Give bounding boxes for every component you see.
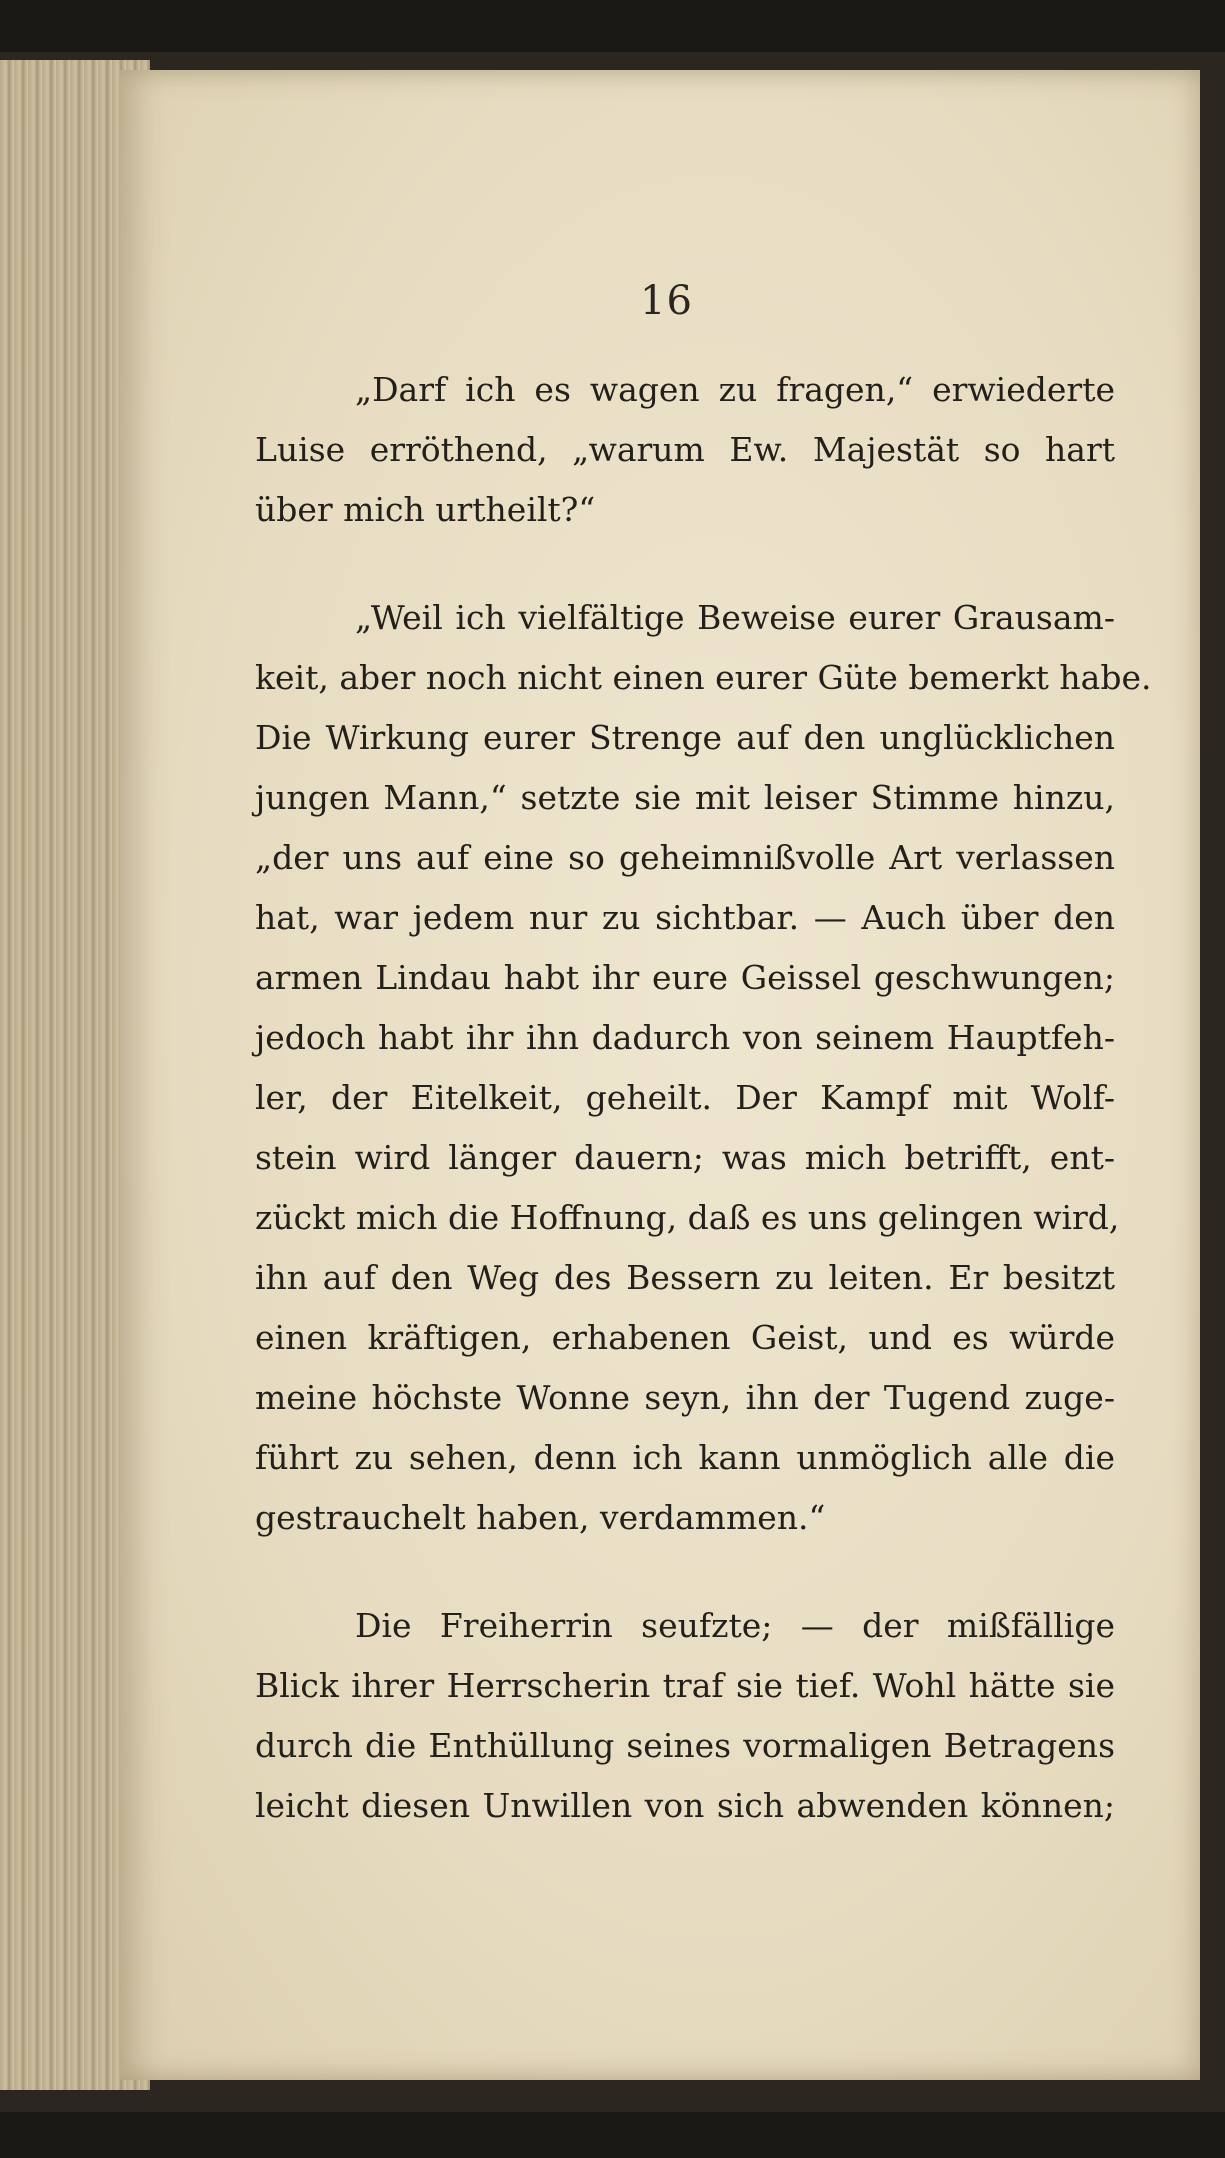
- text-line: „Darf ich es wagen zu fragen,“ erwiederte: [355, 370, 1115, 409]
- text-line: „der uns auf eine so geheimnißvolle Art verlassen: [255, 838, 1115, 877]
- text-line: jedoch habt ihr ihn dadurch von seinem Hauptfeh-: [255, 1018, 1115, 1057]
- text-line: „Weil ich vielfältige Beweise eurer Grausam-: [355, 598, 1115, 637]
- paragraph-gap: [255, 540, 1115, 588]
- text-line: Blick ihrer Herrscherin traf sie tief. Wohl hätte sie: [255, 1666, 1115, 1705]
- text-line: ler, der Eitelkeit, geheilt. Der Kampf mit Wolf-: [255, 1078, 1115, 1117]
- text-line: über mich urtheilt?“: [255, 490, 596, 529]
- text-line: keit, aber noch nicht einen eurer Güte bemerkt habe.: [255, 658, 1152, 697]
- page-number: 16: [640, 278, 693, 324]
- text-line: Die Freiherrin seufzte; — der mißfällige: [355, 1606, 1115, 1645]
- text-line: Luise erröthend, „warum Ew. Majestät so hart: [255, 430, 1115, 469]
- text-line: armen Lindau habt ihr eure Geissel geschwungen;: [255, 958, 1115, 997]
- text-line: führt zu sehen, denn ich kann unmöglich alle die: [255, 1438, 1115, 1477]
- text-line: zückt mich die Hoffnung, daß es uns gelingen wird,: [255, 1198, 1120, 1237]
- body-text: [255, 360, 1152, 1836]
- paragraph-gap: [255, 1548, 1115, 1596]
- text-line: einen kräftigen, erhabenen Geist, und es würde: [255, 1318, 1115, 1357]
- text-line: meine höchste Wonne seyn, ihn der Tugend zuge-: [255, 1378, 1115, 1417]
- text-line: durch die Enthüllung seines vormaligen Betragens: [255, 1726, 1115, 1765]
- text-line: gestrauchelt haben, verdammen.“: [255, 1498, 826, 1537]
- text-line: Die Wirkung eurer Strenge auf den unglücklichen: [255, 718, 1115, 757]
- text-line: hat, war jedem nur zu sichtbar. — Auch über den: [255, 898, 1115, 937]
- text-line: leicht diesen Unwillen von sich abwenden können;: [255, 1786, 1115, 1825]
- text-line: ihn auf den Weg des Bessern zu leiten. Er besitzt: [255, 1258, 1115, 1297]
- text-line: jungen Mann,“ setzte sie mit leiser Stimme hinzu,: [255, 778, 1115, 817]
- text-line: stein wird länger dauern; was mich betrifft, ent-: [255, 1138, 1115, 1177]
